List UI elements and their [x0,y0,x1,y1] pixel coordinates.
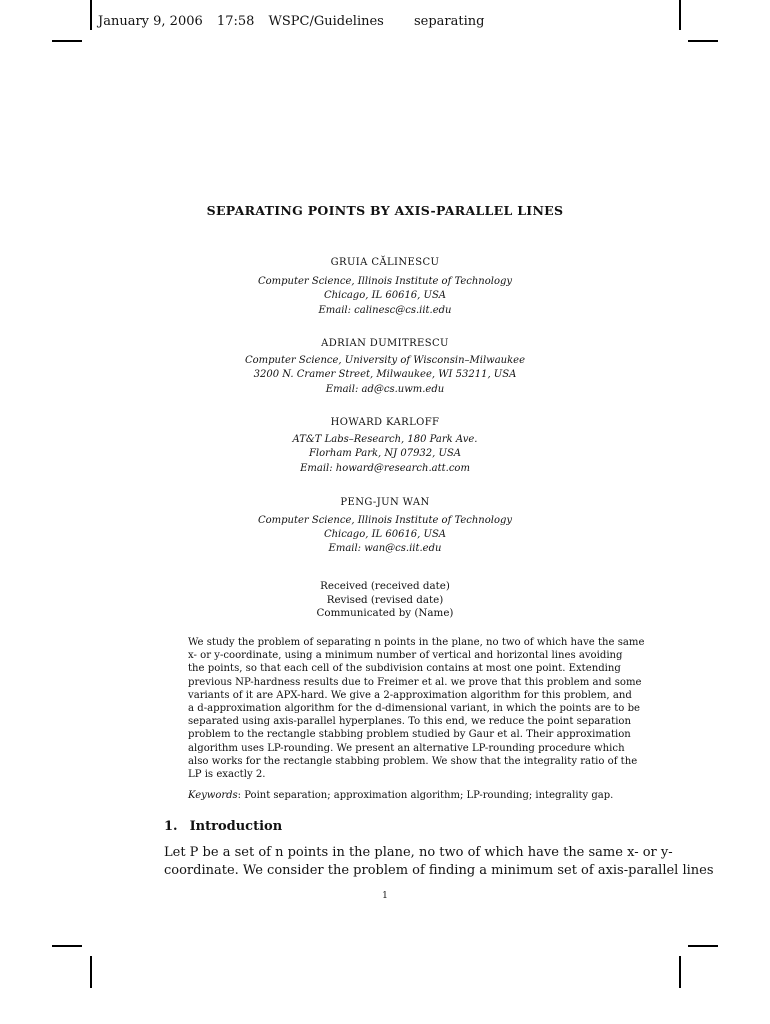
body-line: coordinate. We consider the problem of finding a minimum set of axis-parallel lines [164,862,714,878]
communicated-by: Communicated by (Name) [316,607,454,619]
author-email: Email: ad@cs.uwm.edu [325,384,445,395]
author-name: HOWARD KARLOFF [330,417,440,428]
crop-mark-bottom-right-vertical [679,956,681,988]
crop-mark-top-left-horizontal [52,40,82,42]
paper-title: SEPARATING POINTS BY AXIS-PARALLEL LINES [206,203,564,218]
header-date: January 9, 2006 [98,14,203,29]
abstract-line: separated using axis-parallel hyperplanes. To this end, we reduce the point separation [188,716,632,728]
header-journal: WSPC/Guidelines [268,14,384,29]
body-line: Let P be a set of n points in the plane, no two of which have the same x- or y- [164,845,673,860]
affiliation-line: Computer Science, University of Wisconsin–Milwaukee [244,355,526,366]
author-affiliation [0,514,770,542]
abstract-line: the points, so that each cell of the subdivision contains at most one point. Extending [188,663,621,675]
author-email: Email: calinesc@cs.iit.edu [318,305,452,316]
crop-mark-bottom-right-horizontal [688,945,718,947]
abstract-line: variants of it are APX-hard. We give a 2-approximation algorithm for this problem, and [188,689,632,701]
author-name: ADRIAN DUMITRESCU [321,338,449,349]
affiliation-line: AT&T Labs–Research, 180 Park Ave. [292,434,478,445]
author-affiliation [0,433,770,461]
section-heading [164,819,282,834]
author-affiliation [0,275,770,303]
crop-mark-top-right-vertical [679,0,681,30]
header-time: 17:58 [216,14,255,29]
author-name: PENG-JUN WAN [340,497,430,508]
crop-mark-bottom-left-horizontal [52,945,82,947]
abstract-line: previous NP-hardness results due to Freimer et al. we prove that this problem and some [188,676,642,688]
header-file: separating [414,14,485,29]
affiliation-line: Chicago, IL 60616, USA [323,290,447,301]
section-number: 1. [164,819,178,834]
affiliation-line: Florham Park, NJ 07932, USA [308,448,462,459]
abstract-line: algorithm uses LP-rounding. We present an alternative LP-rounding procedure which [188,742,625,754]
affiliation-line: Computer Science, Illinois Institute of Technology [257,276,513,287]
abstract-line: x- or y-coordinate, using a minimum number of vertical and horizontal lines avoiding [188,650,623,662]
abstract-line: We study the problem of separating n points in the plane, no two of which have the same [188,637,645,648]
abstract-line: problem to the rectangle stabbing problem studied by Gaur et al. Their approximation [188,729,631,741]
page-number: 1 [382,891,388,901]
abstract-line: also works for the rectangle stabbing problem. We show that the integrality ratio of the [188,755,638,767]
running-header [98,14,494,29]
affiliation-line: Chicago, IL 60616, USA [323,529,447,540]
author-name: GRUIA CĂLINESCU [330,257,440,268]
abstract-line: a d-approximation algorithm for the d-dimensional variant, in which the points are to be [188,702,641,714]
affiliation-line: Computer Science, Illinois Institute of Technology [257,515,513,526]
author-email: Email: howard@research.att.com [300,463,470,474]
author-affiliation [0,354,770,382]
body-paragraph [164,844,714,879]
keywords-text: : Point separation; approximation algorithm; LP-rounding; integrality gap. [237,790,614,801]
crop-mark-bottom-left-vertical [90,956,92,988]
keywords-label: Keywords [188,790,238,801]
abstract [188,636,645,781]
author-email: Email: wan@cs.iit.edu [328,543,442,554]
received-date: Received (received date) [320,580,450,592]
crop-mark-top-left-vertical [90,0,92,30]
revised-date: Revised (revised date) [326,593,444,606]
keywords [188,790,613,801]
crop-mark-top-right-horizontal [688,40,718,42]
abstract-line: LP is exactly 2. [188,768,266,780]
submission-dates [0,580,770,621]
section-title: Introduction [189,819,283,834]
affiliation-line: 3200 N. Cramer Street, Milwaukee, WI 53211, USA [253,369,517,380]
